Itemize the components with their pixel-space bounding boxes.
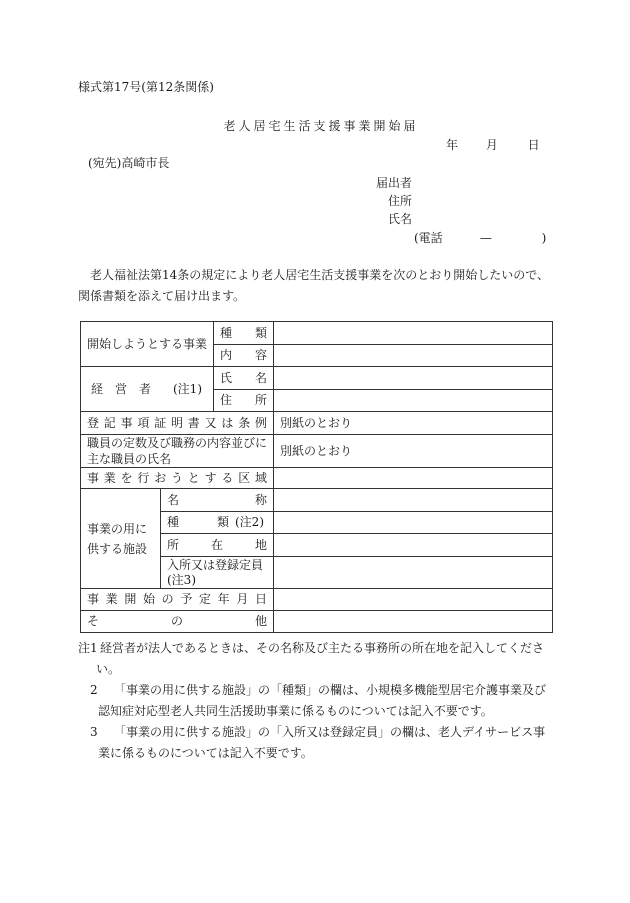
facility-label: 事業の用に供する施設 xyxy=(81,489,161,589)
operator-label: 経 営 者 xyxy=(91,381,152,396)
facility-type-label: 種 類 xyxy=(167,515,229,529)
table-row xyxy=(81,489,553,512)
intro-paragraph: 老人福祉法第14条の規定により老人居宅生活支援事業を次のとおり開始したいので、関係書類を添えて届け出ます。 xyxy=(78,268,550,303)
note-2 xyxy=(78,680,554,722)
registry-value: 別紙のとおり xyxy=(274,412,553,435)
table-row xyxy=(81,611,553,633)
document-title: 老人居宅生活支援事業開始届 xyxy=(223,119,419,133)
table-row xyxy=(81,589,553,611)
facility-type-note: (注2) xyxy=(235,515,264,529)
table-row xyxy=(81,435,553,468)
date-month: 月 xyxy=(485,138,498,152)
operator-address-value[interactable] xyxy=(274,390,553,412)
note-2-number: 2 xyxy=(90,683,98,697)
note-3-number: 3 xyxy=(90,725,98,739)
table-row xyxy=(81,367,553,390)
note-1 xyxy=(78,638,554,680)
facility-capacity-value[interactable] xyxy=(274,557,553,589)
table-row xyxy=(81,468,553,489)
table-row xyxy=(81,412,553,435)
operator-name-label: 氏 名 xyxy=(214,367,274,390)
registry-label: 登記事項証明書又は条例 xyxy=(81,412,274,435)
applicant-name-label: 氏名 xyxy=(388,212,413,226)
addressee: (宛先)高崎市長 xyxy=(88,156,170,170)
operator-note: (注1) xyxy=(173,381,202,396)
phone-close: ) xyxy=(541,231,547,245)
staff-value: 別紙のとおり xyxy=(274,435,553,468)
facility-name-label: 名 称 xyxy=(161,489,274,512)
start-date-value[interactable] xyxy=(274,589,553,611)
note-3 xyxy=(78,722,554,764)
form-number: 様式第17号(第12条関係) xyxy=(78,80,214,94)
date-day: 日 xyxy=(527,138,540,152)
facility-location-label: 所 在 地 xyxy=(161,534,274,557)
staff-label: 職員の定数及び職務の内容並びに主な職員の氏名 xyxy=(81,435,274,468)
facility-type-label-cell xyxy=(161,512,274,534)
business-label: 開始しようとする事業 xyxy=(81,322,214,367)
applicant-address-label: 住所 xyxy=(388,194,413,208)
other-label: その他 xyxy=(81,611,274,633)
other-value[interactable] xyxy=(274,611,553,633)
notes xyxy=(78,638,554,764)
phone-open: (電話 xyxy=(414,231,443,245)
operator-name-value[interactable] xyxy=(274,367,553,390)
application-table xyxy=(80,321,553,633)
area-label: 事業を行おうとする区域 xyxy=(81,468,274,489)
business-type-value[interactable] xyxy=(274,322,553,345)
applicant-phone-line xyxy=(414,230,546,246)
date-line xyxy=(446,137,540,153)
phone-dash: — xyxy=(479,231,492,245)
facility-type-value[interactable] xyxy=(274,512,553,534)
note-3-text: 「事業の用に供する施設」の「入所又は登録定員」の欄は、老人デイサービス事業に係るものについては記入不要です。 xyxy=(98,725,546,760)
facility-location-value[interactable] xyxy=(274,534,553,557)
note-1-number: 注1 xyxy=(78,641,98,655)
date-year: 年 xyxy=(446,138,459,152)
business-content-label: 内 容 xyxy=(214,345,274,367)
area-value[interactable] xyxy=(274,468,553,489)
facility-capacity-label: 入所又は登録定員(注3) xyxy=(161,557,274,589)
applicant-label: 届出者 xyxy=(376,176,413,190)
note-2-text: 「事業の用に供する施設」の「種類」の欄は、小規模多機能型居宅介護事業及び認知症対応型老人共同生活援助事業に係るものについては記入不要です。 xyxy=(98,683,547,718)
start-date-label: 事業開始の予定年月日 xyxy=(81,589,274,611)
table-row xyxy=(81,322,553,345)
operator-label-cell xyxy=(81,367,214,412)
operator-address-label: 住 所 xyxy=(214,390,274,412)
note-1-text: 経営者が法人であるときは、その名称及び主たる事務所の所在地を記入してください。 xyxy=(96,641,545,676)
business-type-label: 種 類 xyxy=(214,322,274,345)
facility-name-value[interactable] xyxy=(274,489,553,512)
business-content-value[interactable] xyxy=(274,345,553,367)
